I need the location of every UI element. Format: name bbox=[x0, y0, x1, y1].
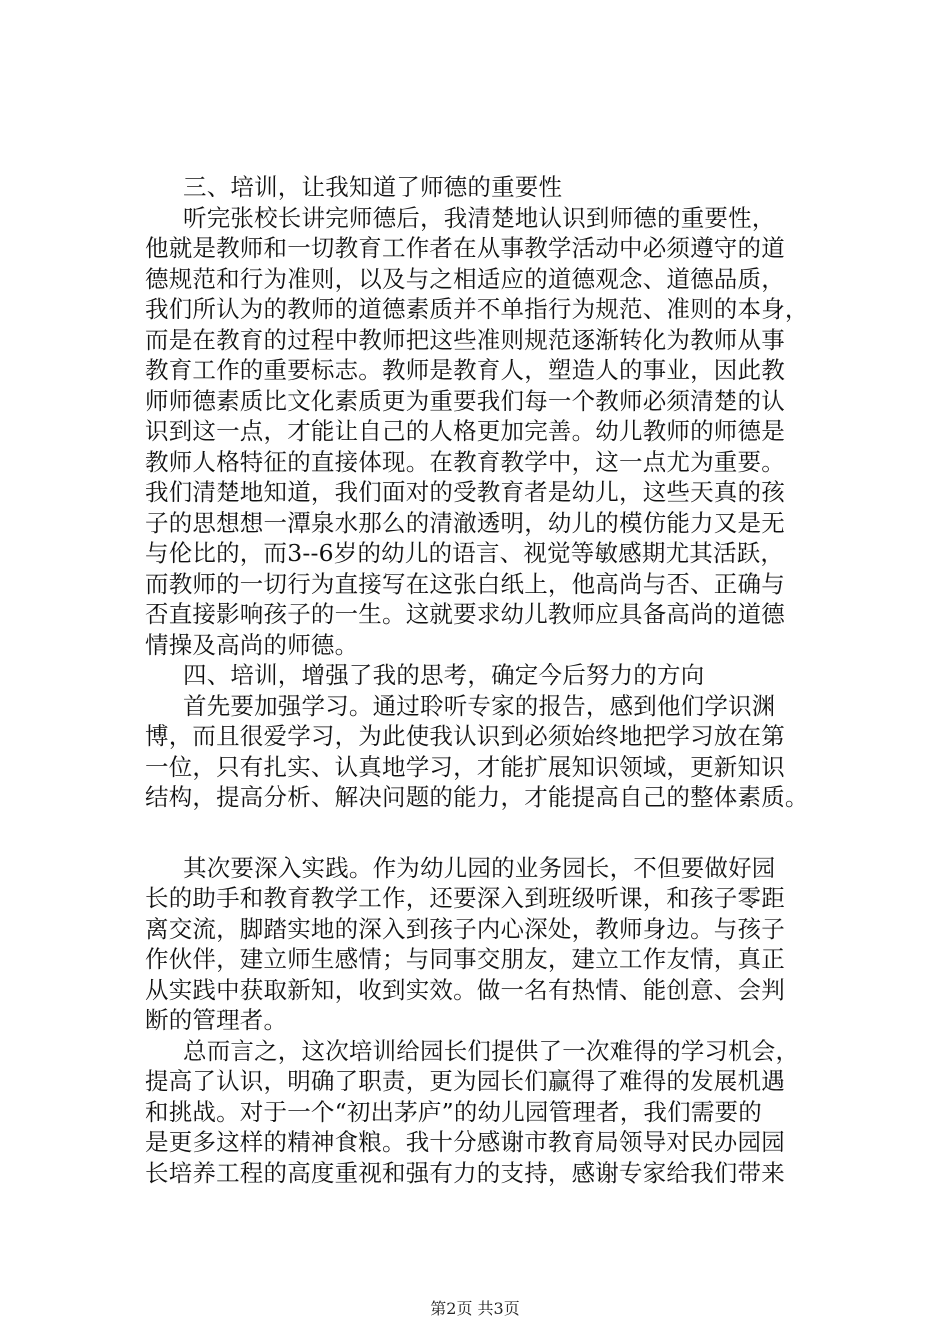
text-line: 断的管理者。 bbox=[145, 1006, 288, 1034]
paragraph-start-line: 听完张校长讲完师德后，我清楚地认识到师德的重要性， bbox=[183, 203, 776, 232]
text-line: 是更多这样的精神食粮。我十分感谢市教育局领导对民办园园 bbox=[145, 1128, 785, 1156]
text-line: 与伦比的，而3--6岁的幼儿的语言、视觉等敏感期尤其活跃， bbox=[145, 539, 785, 567]
text-line: 师师德素质比文化素质更为重要我们每一个教师必须清楚的认 bbox=[145, 386, 785, 415]
page-footer: 第2页 共3页 bbox=[430, 1299, 520, 1318]
blank-line bbox=[145, 813, 845, 853]
text-line: 情操及高尚的师德。 bbox=[145, 630, 359, 659]
text-line: 提高了认识，明确了职责，更为园长们赢得了难得的发展机遇 bbox=[145, 1067, 785, 1095]
paragraph-start-line: 四、培训，增强了我的思考，确定今后努力的方向 bbox=[183, 661, 705, 689]
text-line: 而是在教育的过程中教师把这些准则规范逐渐转化为教师从事 bbox=[145, 325, 785, 354]
text-line: 离交流，脚踏实地的深入到孩子内心深处，教师身边。与孩子 bbox=[145, 914, 785, 943]
text-line: 他就是教师和一切教育工作者在从事教学活动中必须遵守的道 bbox=[145, 234, 785, 262]
paragraph-start-line: 三、培训，让我知道了师德的重要性 bbox=[183, 173, 563, 201]
text-line: 作伙伴，建立师生感情；与同事交朋友，建立工作友情，真正 bbox=[145, 945, 785, 973]
text-line: 我们所认为的教师的道德素质并不单指行为规范、准则的本身， bbox=[145, 295, 809, 323]
text-line: 而教师的一切行为直接写在这张白纸上，他高尚与否、正确与 bbox=[145, 569, 785, 598]
text-line: 否直接影响孩子的一生。这就要求幼儿教师应具备高尚的道德 bbox=[145, 600, 785, 628]
paragraph-start-line: 首先要加强学习。通过聆听专家的报告，感到他们学识渊 bbox=[183, 691, 776, 720]
text-line: 识到这一点，才能让自己的人格更加完善。幼儿教师的师德是 bbox=[145, 417, 785, 445]
text-line: 博，而且很爱学习，为此使我认识到必须始终地把学习放在第 bbox=[145, 722, 785, 750]
text-line: 从实践中获取新知，收到实效。做一名有热情、能创意、会判 bbox=[145, 975, 785, 1004]
paragraph-start-line: 其次要深入实践。作为幼儿园的业务园长，不但要做好园 bbox=[183, 853, 776, 882]
text-line: 长培养工程的高度重视和强有力的支持，感谢专家给我们带来 bbox=[145, 1158, 785, 1187]
text-line: 教育工作的重要标志。教师是教育人，塑造人的事业，因此教 bbox=[145, 356, 785, 384]
paragraph-start-line: 总而言之，这次培训给园长们提供了一次难得的学习机会， bbox=[183, 1036, 800, 1065]
text-line: 德规范和行为准则，以及与之相适应的道德观念、道德品质， bbox=[145, 264, 785, 293]
text-line: 子的思想想一潭泉水那么的清澈透明，幼儿的模仿能力又是无 bbox=[145, 508, 785, 537]
text-line: 我们清楚地知道，我们面对的受教育者是幼儿，这些天真的孩 bbox=[145, 478, 785, 506]
text-line: 一位，只有扎实、认真地学习，才能扩展知识领域，更新知识 bbox=[145, 752, 785, 781]
text-line: 结构，提高分析、解决问题的能力，才能提高自己的整体素质。 bbox=[145, 783, 809, 811]
text-line: 教师人格特征的直接体现。在教育教学中，这一点尤为重要。 bbox=[145, 447, 785, 476]
text-line: 和挑战。对于一个“初出茅庐”的幼儿园管理者，我们需要的 bbox=[145, 1097, 762, 1126]
document-body bbox=[145, 172, 845, 1188]
text-line: 长的助手和教育教学工作，还要深入到班级听课，和孩子零距 bbox=[145, 884, 785, 912]
